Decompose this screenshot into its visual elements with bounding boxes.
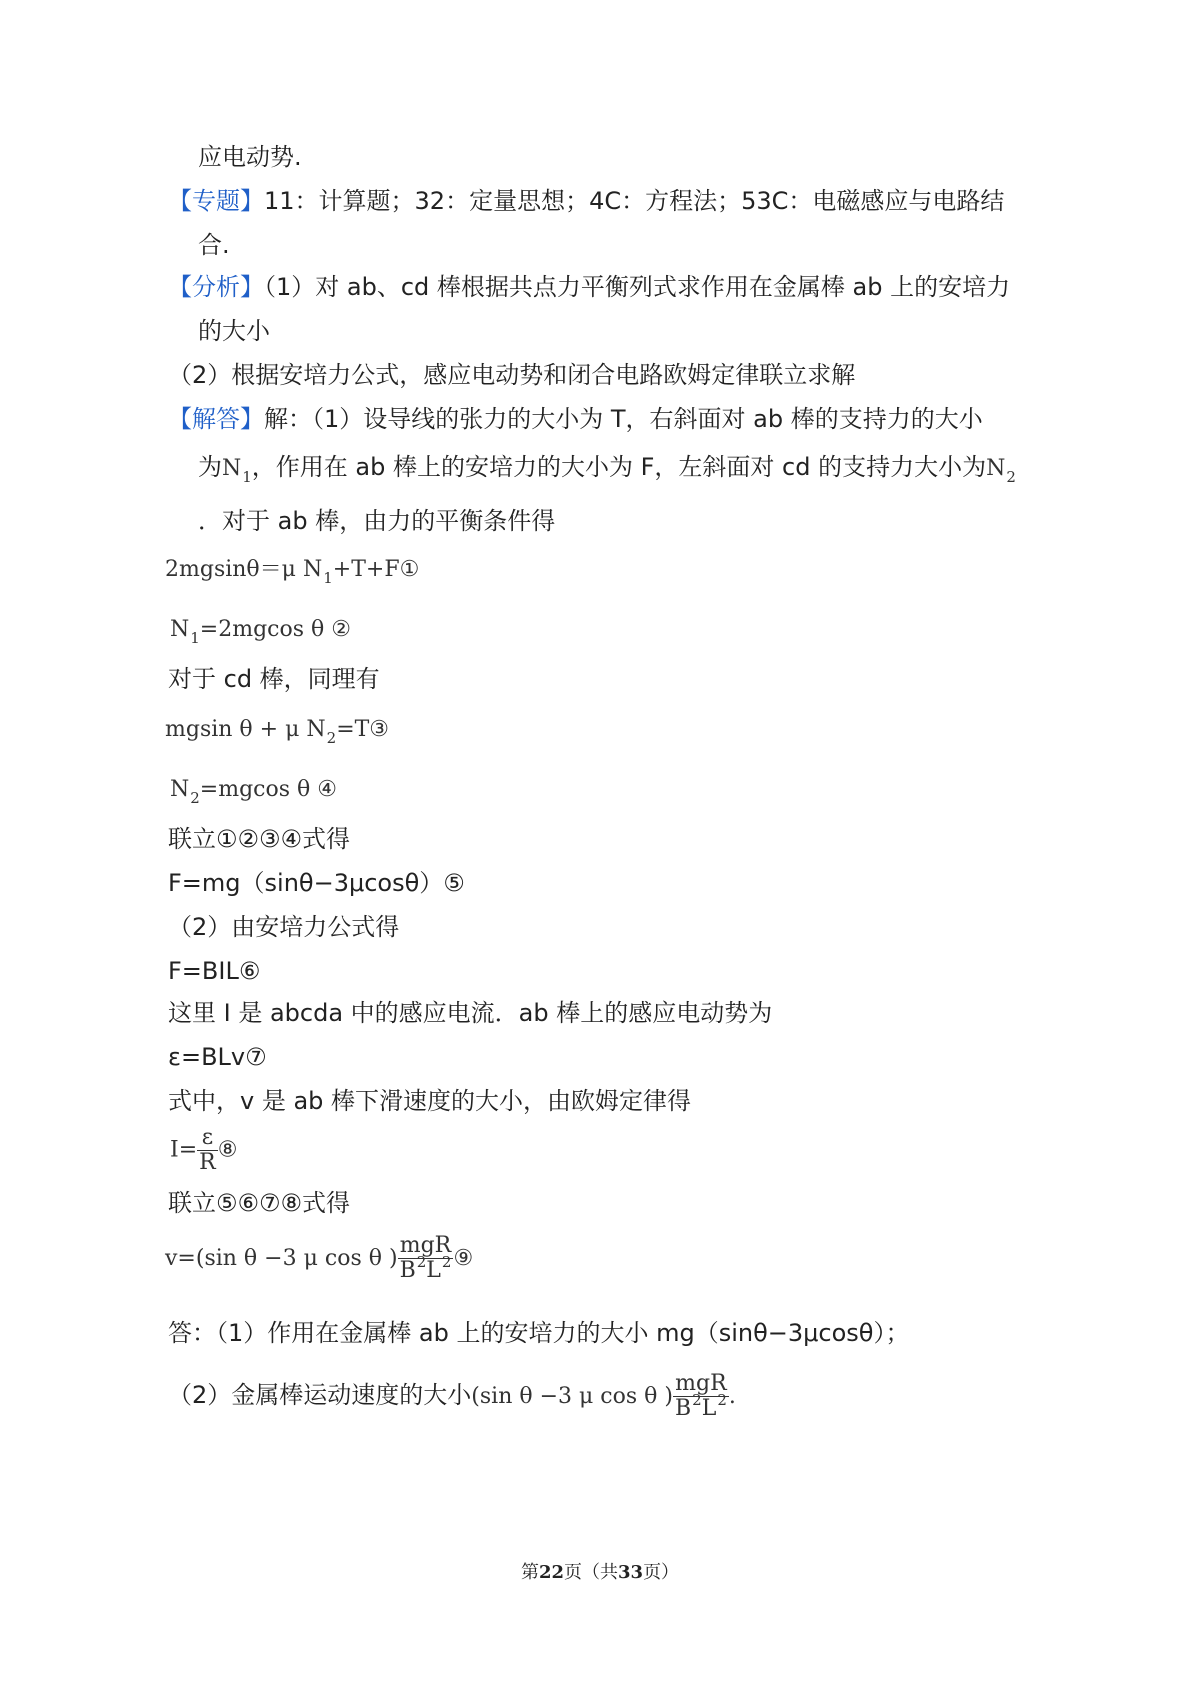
combine-line-2: 联立⑤⑥⑦⑧式得 (168, 1189, 351, 1217)
total-pages: 33 (618, 1562, 644, 1583)
equation-6: F=BIL⑥ (168, 957, 261, 985)
topic-continuation: 合. (198, 231, 230, 259)
current-line: 这里 I 是 abcda 中的感应电流．ab 棒上的感应电动势为 (168, 999, 773, 1027)
velocity-line: 式中，v 是 ab 棒下滑速度的大小，由欧姆定律得 (168, 1087, 692, 1115)
analysis-continuation: 的大小 (198, 317, 270, 345)
equation-9: v=(sin θ −3 μ cos θ ) $\frac{\text{mgR}}{B^2L^2}$ ⑨ (165, 1233, 474, 1283)
topic-paragraph (168, 186, 1004, 216)
solution-line-2: 为$N_1$，作用在 ab 棒上的安培力的大小为 F，左斜面对 cd 的支持力大小为$N_2$ (198, 453, 1016, 486)
page-footer: 第22页（共33页） (520, 1562, 680, 1583)
solution-tag: 【解答】 (168, 405, 264, 433)
answer-line-1: 答：（1）作用在金属棒 ab 上的安培力的大小 mg（sinθ−3μcosθ）； (168, 1319, 910, 1347)
equation-8: I= $\frac{\varepsilon}{R}$ ⑧ (170, 1125, 238, 1175)
solution-paragraph (168, 404, 983, 434)
equation-7: ε=BLv⑦ (168, 1043, 267, 1071)
solution-text: 解：（1）设导线的张力的大小为 T，右斜面对 ab 棒的支持力的大小 (264, 405, 983, 433)
topic-text: 11：计算题；32：定量思想；4C：方程法；53C：电磁感应与电路结 (264, 187, 1005, 215)
equation-3: mgsin θ + μ $N_2=T③$ (165, 717, 390, 747)
analysis-part2: （2）根据安培力公式，感应电动势和闭合电路欧姆定律联立求解 (168, 361, 856, 389)
topic-tag: 【专题】 (168, 187, 264, 215)
combine-line-1: 联立①②③④式得 (168, 825, 351, 853)
current-page-number: 22 (538, 1562, 564, 1583)
symbol-n1: $N_1$ (222, 456, 252, 486)
analysis-text: （1）对 ab、cd 棒根据共点力平衡列式求作用在金属棒 ab 上的安培力 (264, 273, 1011, 301)
analysis-tag: 【分析】 (168, 273, 264, 301)
force-result: F=mg（sinθ−3μcosθ）⑤ (168, 869, 465, 897)
text-line: 应电动势. (198, 143, 302, 171)
equation-4: $N_2=mgcos$ θ ④ (170, 777, 337, 807)
symbol-n2: $N_2$ (986, 456, 1016, 486)
answer-line-2: （2）金属棒运动速度的大小(sin θ −3 μ cos θ ) $\frac{\text{mgR}}{B^2L^2}$ . (168, 1371, 736, 1421)
analysis-paragraph (168, 272, 1010, 302)
solution-line-3: ．对于 ab 棒，由力的平衡条件得 (198, 507, 556, 535)
equation-2: $N_1=2mgcos$ θ ② (170, 617, 351, 647)
equation-1: 2mgsinθ＝μ $N_1+T+F①$ (165, 557, 420, 587)
cd-line: 对于 cd 棒，同理有 (168, 665, 380, 693)
part2-heading: （2）由安培力公式得 (168, 913, 400, 941)
